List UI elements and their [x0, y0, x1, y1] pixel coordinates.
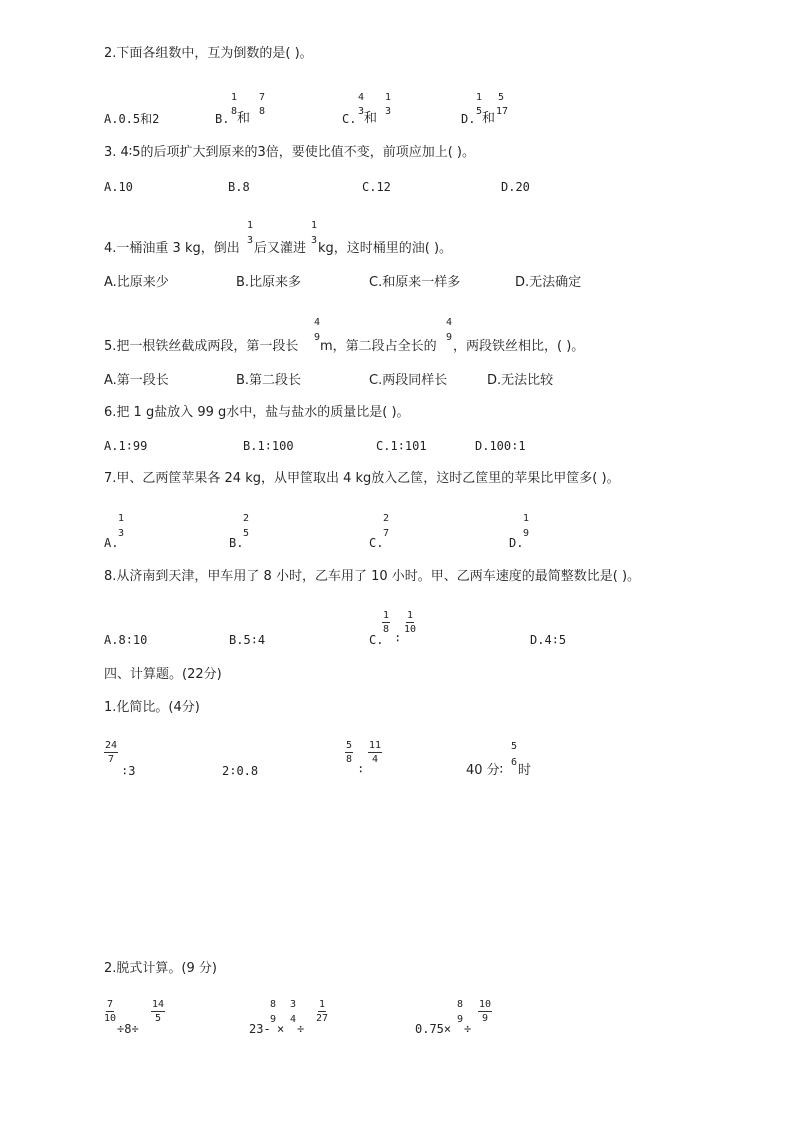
q7-a-num: 1	[118, 513, 125, 524]
p2-expr2-den1: 9	[270, 1014, 277, 1025]
q8-c-num1: 1	[383, 610, 390, 621]
p1-item3-num2: 11	[369, 740, 382, 751]
q5-num1: 4	[314, 317, 321, 328]
q8-c-fraction-1	[382, 610, 390, 635]
q4-num2: 1	[311, 220, 318, 231]
q2-c-num1: 4	[358, 92, 365, 103]
p2-expr2-op1: ×	[277, 1022, 285, 1036]
p1-item1-fraction	[104, 740, 118, 765]
q6-option-d: D.100∶1	[475, 439, 526, 453]
question-5-stem-a: 5.把一根铁丝截成两段，第一段长	[104, 339, 299, 354]
q3-option-d: D.20	[501, 180, 530, 194]
q4-num1: 1	[247, 220, 254, 231]
q2-option-d-letter: D.	[461, 112, 476, 126]
p1-item1-num: 24	[105, 740, 118, 751]
p2-expr1-den1: 10	[104, 1013, 117, 1024]
part-1-title: 1.化简比。(4分)	[104, 700, 200, 715]
p1-item1-rest: ∶3	[121, 764, 136, 778]
p1-item3-fraction-2	[368, 740, 382, 765]
question-6-stem: 6.把 1 g盐放入 99 g水中，盐与盐水的质量比是( )。	[104, 405, 410, 420]
q5-option-a: A.第一段长	[104, 373, 169, 388]
q2-option-c-letter: C.	[342, 112, 357, 126]
p2-expr1-fraction-2	[151, 999, 165, 1024]
p2-expr2-den3: 27	[316, 1013, 329, 1024]
p2-expr2-op2: ÷	[297, 1022, 305, 1036]
q2-c-num2: 1	[385, 92, 392, 103]
p1-item3-num1: 5	[346, 740, 353, 751]
p1-item3-colon: ∶	[357, 762, 365, 776]
part-2-title: 2.脱式计算。(9 分)	[104, 961, 217, 976]
q8-option-d: D.4∶5	[530, 633, 567, 647]
question-2-stem: 2.下面各组数中，互为倒数的是( )。	[104, 46, 313, 61]
q2-c-den1: 3	[358, 106, 365, 117]
p1-item4-den: 6	[511, 757, 518, 768]
q5-option-c: C.两段同样长	[369, 373, 448, 388]
q8-c-den2: 10	[404, 624, 417, 635]
p2-expr1-fraction-1	[104, 999, 116, 1024]
q2-d-den1: 5	[476, 106, 483, 117]
q7-option-d-letter: D.	[509, 536, 524, 550]
p2-expr2-num2: 3	[290, 999, 297, 1010]
q2-d-num1: 1	[476, 92, 483, 103]
p2-expr3-a: 0.75×	[415, 1022, 452, 1036]
p1-item3-den2: 4	[372, 754, 379, 765]
section-4-title: 四、计算题。(22分)	[104, 667, 222, 682]
q4-option-c: C.和原来一样多	[369, 275, 461, 290]
p2-expr1-num1: 7	[107, 999, 114, 1010]
q5-den2: 9	[446, 332, 453, 343]
p2-expr2-a: 23-	[249, 1022, 271, 1036]
q2-b-num1: 1	[231, 92, 238, 103]
q7-d-num: 1	[523, 513, 530, 524]
p2-expr2-fraction-3	[316, 999, 328, 1024]
q4-den2: 3	[311, 235, 318, 246]
q8-option-c-letter: C.	[369, 633, 384, 647]
p2-expr3-fraction-2	[478, 999, 492, 1024]
p2-expr3-op: ÷	[464, 1022, 472, 1036]
question-7-stem: 7.甲、乙两筐苹果各 24 kg，从甲筐取出 4 kg放入乙筐，这时乙筐里的苹果比甲筐多( )。	[104, 471, 620, 486]
q8-c-colon: ∶	[394, 631, 402, 645]
p2-expr1-den2: 5	[155, 1013, 162, 1024]
q3-option-c: C.12	[362, 180, 391, 194]
p1-item3-fraction-1	[345, 740, 353, 765]
question-4-stem-c: kg，这时桶里的油( )。	[318, 241, 453, 256]
p2-expr3-den2: 9	[482, 1013, 489, 1024]
question-3-stem: 3. 4∶5的后项扩大到原来的3倍，要使比值不变，前项应加上( )。	[104, 145, 476, 160]
p2-expr1-ops: ÷8÷	[117, 1022, 139, 1036]
q5-den1: 9	[314, 332, 321, 343]
q7-option-a-letter: A.	[104, 536, 119, 550]
q8-c-den1: 8	[383, 624, 390, 635]
q4-option-d: D.无法确定	[515, 275, 582, 290]
p2-expr3-num2: 10	[479, 999, 492, 1010]
q7-c-num: 2	[383, 513, 390, 524]
q6-option-b: B.1∶100	[243, 439, 294, 453]
q7-option-c-letter: C.	[369, 536, 384, 550]
q7-b-num: 2	[243, 513, 250, 524]
question-4-stem-b: 后又灌进	[254, 241, 307, 256]
q5-num2: 4	[446, 317, 453, 328]
q8-c-fraction-2	[404, 610, 416, 635]
q4-option-a: A.比原来少	[104, 275, 169, 290]
q2-d-den2: 17	[496, 106, 509, 117]
q2-d-and: 和	[482, 111, 496, 126]
question-8-stem: 8.从济南到天津，甲车用了 8 小时，乙车用了 10 小时。甲、乙两车速度的最简整数比是( )。	[104, 569, 641, 584]
q3-option-a: A.10	[104, 180, 133, 194]
q2-b-den2: 8	[259, 106, 266, 117]
q6-option-a: A.1∶99	[104, 439, 148, 453]
q2-d-num2: 5	[498, 92, 505, 103]
p1-item4-a: 40 分∶	[466, 763, 504, 778]
p2-expr2-num1: 8	[270, 999, 277, 1010]
q3-option-b: B.8	[228, 180, 250, 194]
q2-option-a: A.0.5和2	[104, 112, 160, 126]
q5-option-d: D.无法比较	[487, 373, 554, 388]
q7-b-den: 5	[243, 528, 250, 539]
q4-den1: 3	[247, 235, 254, 246]
question-5-stem-b: m，第二段占全长的	[320, 339, 437, 354]
q8-c-num2: 1	[407, 610, 414, 621]
p1-item4-b: 时	[518, 763, 532, 778]
q2-c-and: 和	[364, 111, 378, 126]
q7-option-b-letter: B.	[229, 536, 244, 550]
q7-d-den: 9	[523, 528, 530, 539]
q2-option-b-letter: B.	[215, 112, 230, 126]
p1-item1-den: 7	[108, 754, 115, 765]
p2-expr3-num1: 8	[457, 999, 464, 1010]
question-4-stem-a: 4.一桶油重 3 kg，倒出	[104, 241, 240, 256]
p1-item4-num: 5	[511, 741, 518, 752]
q8-option-a: A.8∶10	[104, 633, 148, 647]
q5-option-b: B.第二段长	[236, 373, 302, 388]
p1-item2: 2∶0.8	[222, 764, 259, 778]
p2-expr2-num3: 1	[319, 999, 326, 1010]
p2-expr3-den1: 9	[457, 1014, 464, 1025]
p2-expr1-num2: 14	[152, 999, 165, 1010]
q8-option-b: B.5∶4	[229, 633, 266, 647]
q2-b-num2: 7	[259, 92, 266, 103]
q6-option-c: C.1∶101	[376, 439, 427, 453]
q2-b-and: 和	[237, 111, 251, 126]
q4-option-b: B.比原来多	[236, 275, 302, 290]
p1-item3-den1: 8	[346, 754, 353, 765]
q7-a-den: 3	[118, 528, 125, 539]
q2-c-den2: 3	[385, 106, 392, 117]
q7-c-den: 7	[383, 528, 390, 539]
p2-expr2-den2: 4	[290, 1014, 297, 1025]
question-5-stem-c: ，两段铁丝相比，( )。	[453, 339, 585, 354]
q2-b-den1: 8	[231, 106, 238, 117]
